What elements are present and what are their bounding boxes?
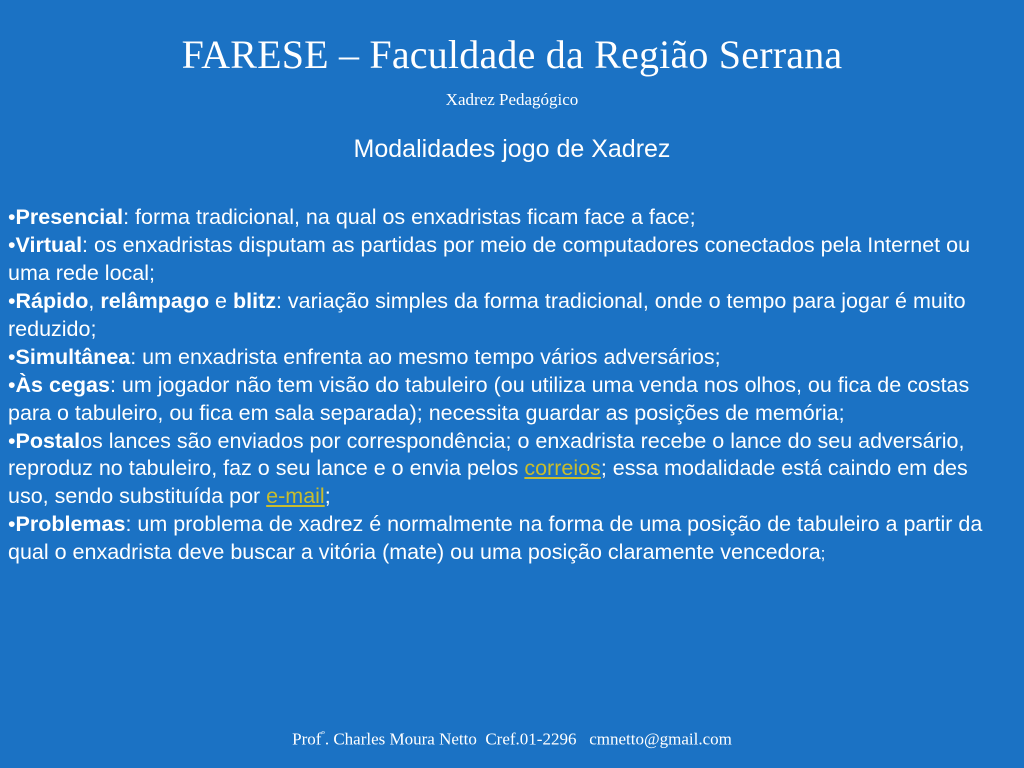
item-text-end: ; xyxy=(324,484,331,509)
item-joiner: , xyxy=(88,288,101,313)
page-subtitle: Xadrez Pedagógico xyxy=(445,90,579,109)
slide-footer xyxy=(0,729,1024,750)
footer-prof-superscript: º xyxy=(321,729,325,742)
footer-cref: Cref.01-2296 xyxy=(485,730,577,749)
page-title: FARESE – Faculdade da Região Serrana xyxy=(181,32,843,77)
footer-prof-label: Prof xyxy=(292,730,322,749)
footer-name: . Charles Moura Netto xyxy=(324,730,477,749)
footer-email: cmnetto@gmail.com xyxy=(589,730,732,749)
item-joiner-secondary: e xyxy=(209,288,233,313)
item-term-secondary: relâmpago xyxy=(100,288,210,313)
email-link[interactable]: e-mail xyxy=(266,484,325,509)
item-text: os lances são enviados por correspondência; o enxadrista recebe o lance do seu adversário, reproduz no tabuleiro, faz o seu lance e o envia pelos xyxy=(8,428,965,481)
item-text: : variação simples da forma tradicional, onde o tempo para jogar é muito reduzido; xyxy=(8,288,966,341)
item-text: : um problema de xadrez é normalmente na forma de uma posição de tabuleiro a partir da qual o enxadrista deve buscar a vitória (mate) ou uma posição claramente vencedora xyxy=(8,512,983,565)
item-term-tertiary: blitz xyxy=(232,288,276,313)
list-item xyxy=(8,232,1010,288)
list-item xyxy=(8,511,1010,567)
item-text: : um enxadrista enfrenta ao mesmo tempo vários adversários; xyxy=(130,344,721,369)
item-term: Presencial xyxy=(15,205,124,229)
item-text-tail: ; xyxy=(820,544,826,564)
list-item xyxy=(8,428,1010,512)
item-term: Às cegas xyxy=(15,372,110,397)
item-text: : um jogador não tem visão do tabuleiro (ou utiliza uma venda nos olhos, ou fica de costas para o tabuleiro, ou fica em sala separada); necessita guardar as posições de memória; xyxy=(8,372,970,425)
bullet-marker: • xyxy=(8,512,16,537)
item-term: Problemas xyxy=(15,512,126,537)
bullet-marker: • xyxy=(8,205,16,229)
bullet-marker: • xyxy=(8,288,16,313)
bullet-marker: • xyxy=(8,232,16,257)
list-item xyxy=(8,344,1010,372)
item-term: Simultânea xyxy=(15,344,131,369)
item-text: : os enxadristas disputam as partidas por meio de computadores conectados pela Internet ou uma rede local; xyxy=(8,232,971,285)
section-heading: Modalidades jogo de Xadrez xyxy=(353,135,671,163)
item-text-continued: ; essa modalidade está caindo em des uso, sendo substituída por xyxy=(8,456,968,509)
bullet-marker: • xyxy=(8,372,16,397)
list-item xyxy=(8,204,1010,232)
correios-link[interactable]: correios xyxy=(524,456,601,481)
content-list xyxy=(0,164,1024,567)
item-term: Rápido xyxy=(15,288,89,313)
list-item xyxy=(8,372,1010,428)
list-item xyxy=(8,288,1010,344)
item-term: Postal xyxy=(15,428,81,453)
item-text: : forma tradicional, na qual os enxadristas ficam face a face; xyxy=(123,205,696,229)
item-term: Virtual xyxy=(15,232,83,257)
bullet-marker: • xyxy=(8,428,16,453)
bullet-marker: • xyxy=(8,344,16,369)
